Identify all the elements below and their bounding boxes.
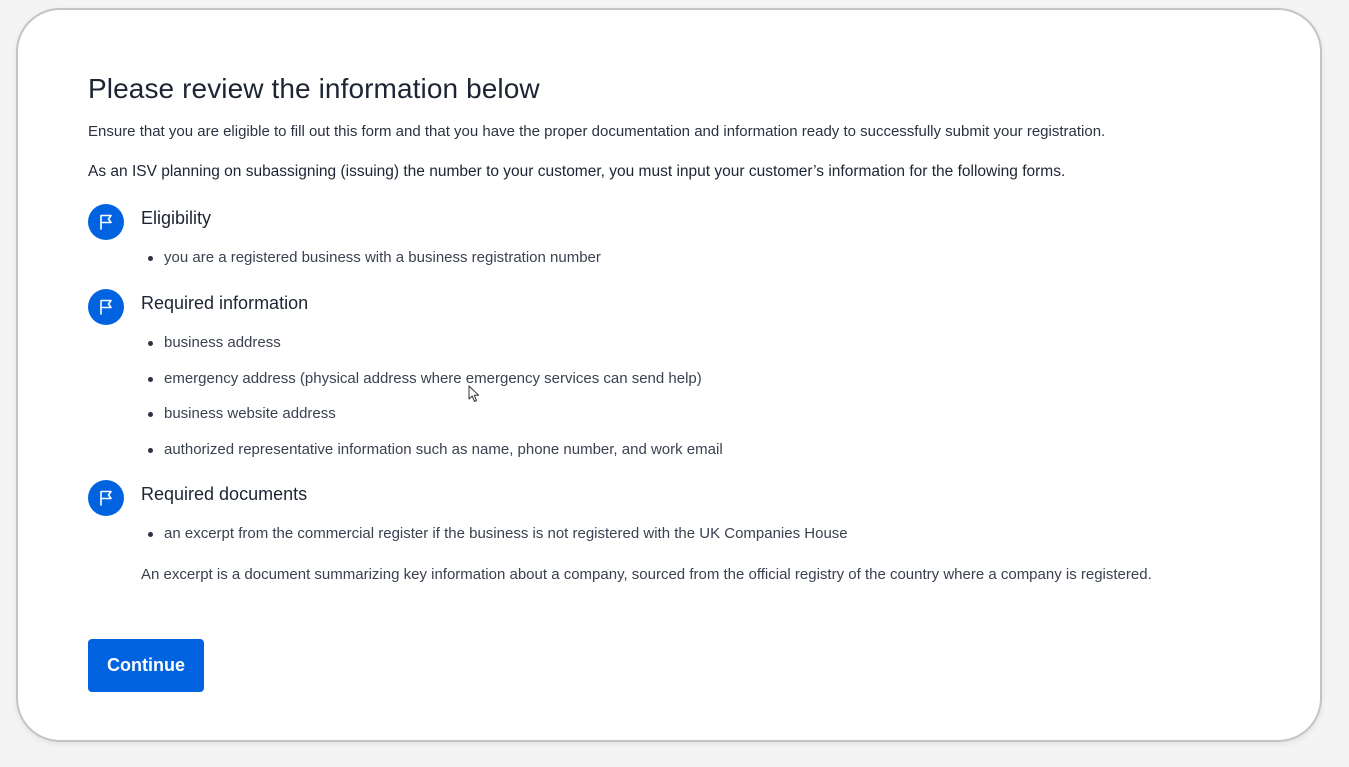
flag-icon [88, 204, 124, 240]
section-title-eligibility: Eligibility [141, 208, 212, 228]
list-item: business website address [141, 404, 1278, 424]
review-content [88, 70, 1278, 585]
list-item: authorized representative information such as name, phone number, and work email [141, 440, 1278, 460]
continue-button[interactable]: Continue [88, 639, 204, 692]
mouse-cursor-icon [468, 385, 480, 408]
eligibility-list [141, 248, 1278, 268]
review-card [16, 8, 1322, 742]
section-title-required-documents: Required documents [141, 483, 308, 504]
list-item: emergency address (physical address where emergency services can send help) [141, 369, 1278, 389]
section-required-information [88, 291, 1278, 460]
excerpt-note: An excerpt is a document summarizing key information about a company, sourced from the official registry of the country where a company is registered. [141, 565, 1152, 583]
page-title: Please review the information below [88, 73, 540, 104]
flag-icon [88, 480, 124, 516]
section-title-required-information: Required information [141, 293, 309, 313]
list-item: an excerpt from the commercial register if the business is not registered with the UK Companies House [141, 524, 1278, 544]
flag-icon [88, 289, 124, 325]
intro-text: Ensure that you are eligible to fill out this form and that you have the proper documentation and information ready to successfully submit your registration. [88, 123, 1106, 140]
list-item: business address [141, 333, 1278, 353]
required-information-list [141, 333, 1278, 460]
section-required-documents [88, 482, 1278, 585]
required-documents-list [141, 524, 1278, 544]
list-item: you are a registered business with a business registration number [141, 248, 1278, 268]
section-eligibility [88, 206, 1278, 268]
isv-note-text: As an ISV planning on subassigning (issuing) the number to your customer, you must input your customer’s information for the following forms. [88, 163, 1066, 180]
